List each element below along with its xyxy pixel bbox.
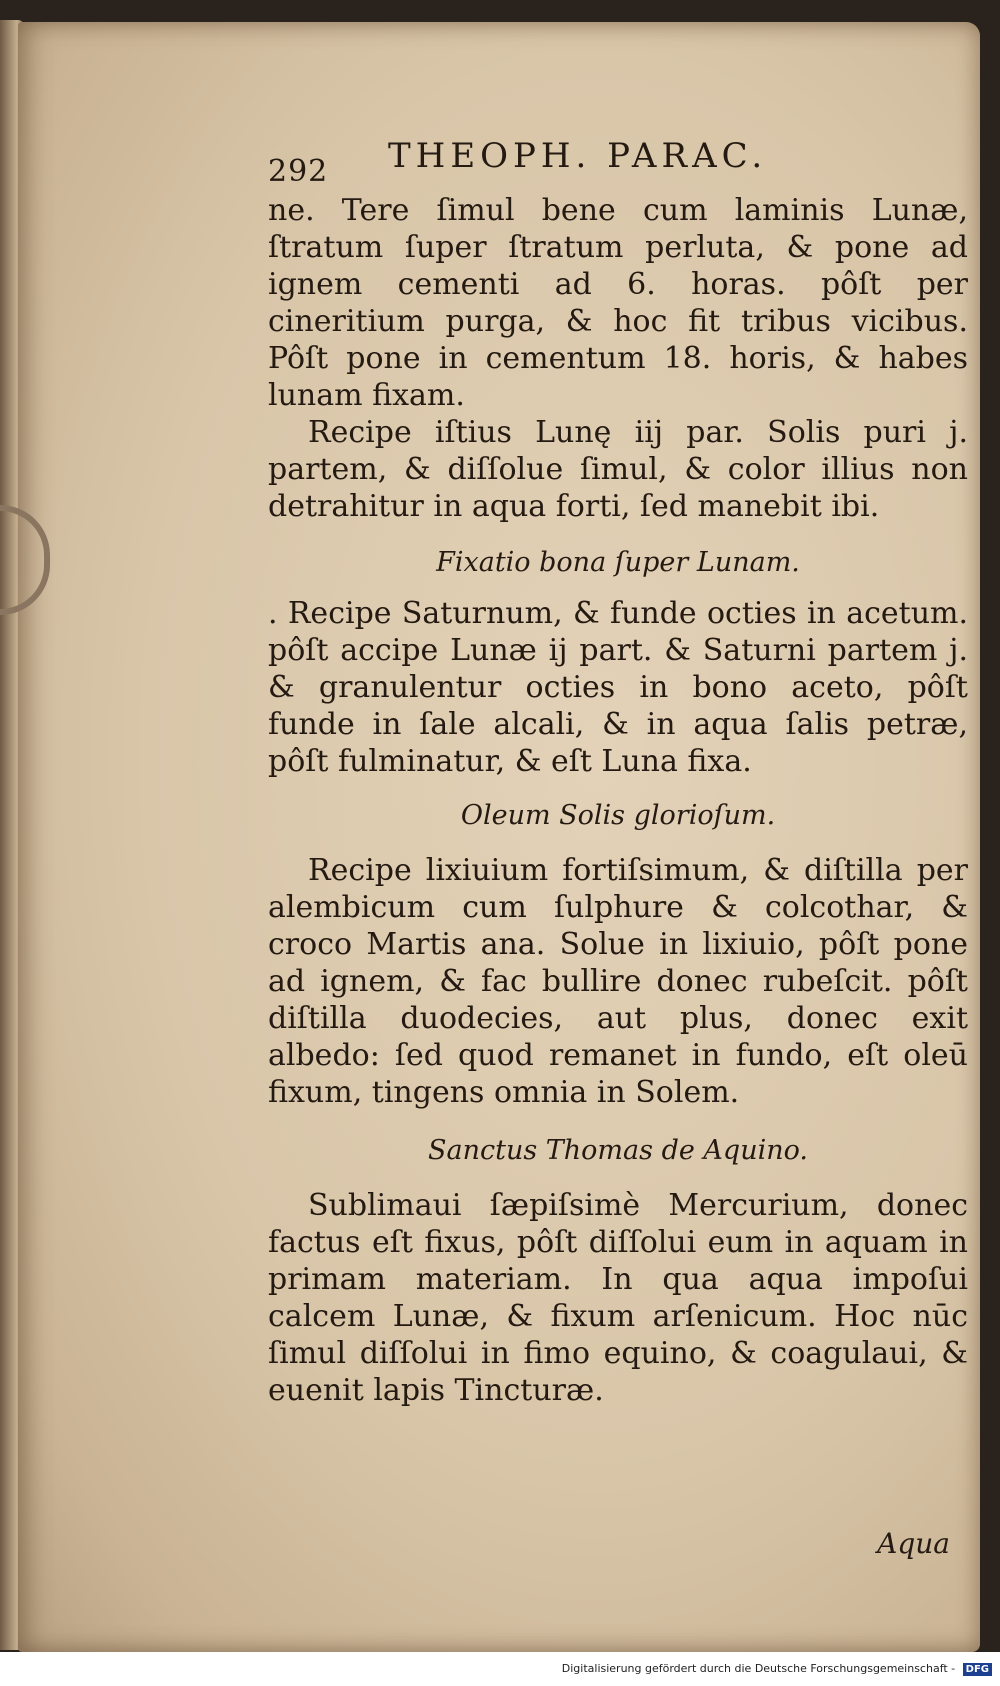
section-heading: Fixatio bona ſuper Lunam. bbox=[436, 547, 800, 578]
running-title: THEOPH. PARAC. bbox=[388, 136, 768, 176]
section-heading: Sanctus Thomas de Aquino. bbox=[428, 1135, 808, 1166]
digitization-credit-bar bbox=[0, 1652, 1000, 1686]
paragraph: . Recipe Saturnum, & funde octies in acetum. pôſt accipe Lunæ ij part. & Saturni partem j. & granulentur octies in bono aceto, pôſt funde in ſale alcali, & in aqua ſalis petræ, pôſt fulminatur, & eſt Luna fixa. bbox=[268, 596, 968, 779]
paragraph: ne. Tere ſimul bene cum laminis Lunæ, ſtratum ſuper ſtratum perluta, & pone ad ignem cementi ad 6. horas. pôſt per cineritium purga, & hoc fit tribus vicibus. Pôſt pone in cementum 18. horis, & habes lunam fixam. bbox=[268, 193, 968, 413]
section-heading: Oleum Solis glorioſum. bbox=[460, 800, 776, 831]
paragraph: Recipe iſtius Lunę iij par. Solis puri j. partem, & diſſolue ſimul, & color illius non detrahitur in aqua forti, ſed manebit ibi. bbox=[268, 415, 968, 524]
dfg-logo-icon: DFG bbox=[963, 1663, 992, 1676]
catchword: Aqua bbox=[877, 1527, 950, 1560]
digitization-credit: Digitalisierung gefördert durch die Deutsche Forschungsgemeinschaft - bbox=[561, 1662, 956, 1675]
page-number: 292 bbox=[268, 154, 329, 189]
paragraph: Sublimaui ſæpiſsimè Mercurium, donec factus eſt fixus, pôſt diſſolui eum in aquam in primam materiam. In qua aqua impoſui calcem Lunæ, & fixum arſenicum. Hoc nūc ſimul diſſolui in fimo equino, & coagulaui, & euenit lapis Tincturæ. bbox=[268, 1188, 968, 1408]
paragraph: Recipe lixiuium fortiſsimum, & diſtilla per alembicum cum ſulphure & colcothar, & croco Martis ana. Solue in lixiuio, pôſt pone ad ignem, & fac bullire donec rubeſcit. pôſt diſtilla duodecies, aut plus, donec exit albedo: ſed quod remanet in fundo, eſt oleū fixum, tingens omnia in Solem. bbox=[268, 853, 968, 1110]
running-head bbox=[268, 132, 968, 188]
book-page bbox=[18, 22, 980, 1652]
page-text-block bbox=[268, 132, 968, 1409]
